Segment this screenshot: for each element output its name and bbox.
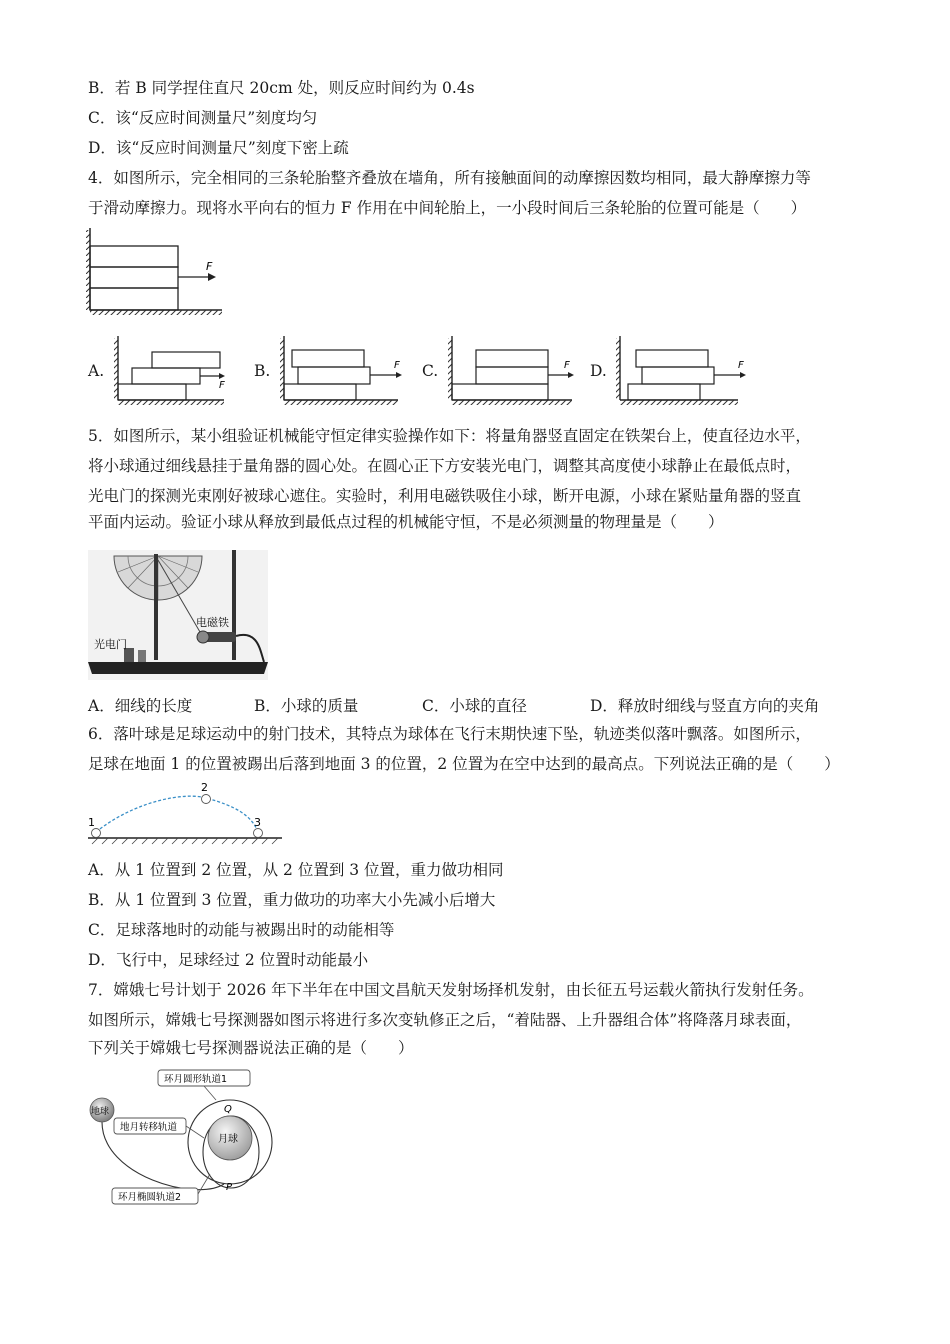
force-label: F [738, 360, 744, 371]
q4-option-c-label: C. [422, 362, 439, 380]
q5-option-a: A．细线的长度 [88, 697, 193, 715]
force-label: F [206, 260, 213, 273]
tire-middle [90, 267, 178, 288]
q6-trajectory-figure [86, 780, 286, 848]
q6-option-a: A．从 1 位置到 2 位置，从 2 位置到 3 位置，重力做功相同 [88, 861, 504, 879]
q3-option-c: C．该“反应时间测量尺”刻度均匀 [88, 109, 318, 127]
q6-stem-line1: 6．落叶球是足球运动中的射门技术，其特点为球体在飞行末期快速下坠，轨迹类似落叶飘落。如图所示， [88, 725, 811, 743]
q6-option-b: B．从 1 位置到 3 位置，重力做功的功率大小先减小后增大 [88, 891, 496, 909]
q7-stem-line2: 如图所示，嫦娥七号探测器如图示将进行多次变轨修正之后，“着陆器、上升器组合体”将降落月球表面， [88, 1011, 802, 1029]
earth-label: 地球 [91, 1107, 110, 1117]
ball-position-1 [92, 829, 101, 838]
q7-stem-line1: 7．嫦娥七号计划于 2026 年下半年在中国文昌航天发射场择机发射，由长征五号运载火箭执行发射任务。 [88, 981, 814, 999]
q7-orbit-figure [86, 1066, 296, 1216]
q4-stem-line1: 4．如图所示，完全相同的三条轮胎整齐叠放在墙角，所有接触面间的动摩擦因数均相同，最大静摩擦力等 [88, 169, 811, 187]
q4-option-b-figure [278, 334, 408, 408]
force-label: F [564, 360, 570, 371]
q4-option-a-label: A. [88, 362, 105, 380]
q4-main-figure [86, 226, 226, 318]
point-1-label: 1 [88, 816, 95, 829]
q5-stem-line2: 将小球通过细线悬挂于量角器的圆心处。在圆心正下方安装光电门，调整其高度使小球静止在最低点时， [88, 457, 802, 475]
q5-option-c: C．小球的直径 [422, 697, 527, 715]
q4-stem-line2: 于滑动摩擦力。现将水平向右的恒力 F 作用在中间轮胎上，一小段时间后三条轮胎的位置可能是（ ） [88, 199, 807, 217]
q6-stem-line2: 足球在地面 1 的位置被踢出后落到地面 3 的位置，2 位置为在空中达到的最高点。下列说法正确的是（ ） [88, 755, 840, 773]
point-3-label: 3 [254, 816, 261, 829]
q5-stem-line1: 5．如图所示，某小组验证机械能守恒定律实验操作如下：将量角器竖直固定在铁架台上，使直径边水平， [88, 427, 811, 445]
q4-option-d-label: D. [590, 362, 607, 380]
electromagnet-label: 电磁铁 [196, 616, 229, 629]
tire-top [90, 246, 178, 267]
force-label: F [394, 360, 400, 371]
ball-position-3 [254, 829, 263, 838]
q4-option-d-figure [614, 334, 752, 408]
q5-apparatus-photo [88, 550, 268, 680]
q5-option-b: B．小球的质量 [254, 697, 359, 715]
photogate-label: 光电门 [94, 638, 127, 651]
ball-position-2 [202, 795, 211, 804]
moon-label: 月球 [218, 1134, 238, 1145]
q6-option-d: D．飞行中，足球经过 2 位置时动能最小 [88, 951, 369, 969]
q3-option-d: D．该“反应时间测量尺”刻度下密上疏 [88, 139, 349, 157]
q3-option-b: B．若 B 同学捏住直尺 20cm 处，则反应时间约为 0.4s [88, 79, 475, 97]
q5-stem-line3: 光电门的探测光束刚好被球心遮住。实验时，利用电磁铁吸住小球，断开电源，小球在紧贴量角器的竖直 [88, 487, 802, 505]
force-label: F [219, 380, 225, 391]
q7-stem-line3: 下列关于嫦娥七号探测器说法正确的是（ ） [88, 1039, 414, 1057]
point-q-label: Q [224, 1104, 232, 1115]
circular-orbit-label: 环月圆形轨道1 [164, 1074, 228, 1085]
point-2-label: 2 [201, 781, 208, 794]
q4-option-c-figure [446, 334, 580, 408]
q4-option-a-figure [112, 334, 230, 408]
q4-option-b-label: B. [254, 362, 271, 380]
q5-stem-line4: 平面内运动。验证小球从释放到最低点过程的机械能守恒，不是必须测量的物理量是（ ） [88, 513, 724, 531]
q6-option-c: C．足球落地时的动能与被踢出时的动能相等 [88, 921, 395, 939]
trajectory-curve [96, 796, 258, 832]
q5-option-d: D．释放时细线与竖直方向的夹角 [590, 697, 820, 715]
point-p-label: P [226, 1182, 233, 1193]
transfer-orbit-label: 地月转移轨道 [120, 1122, 178, 1133]
elliptical-orbit-label: 环月椭圆轨道2 [118, 1192, 182, 1203]
tire-bottom [90, 288, 178, 310]
